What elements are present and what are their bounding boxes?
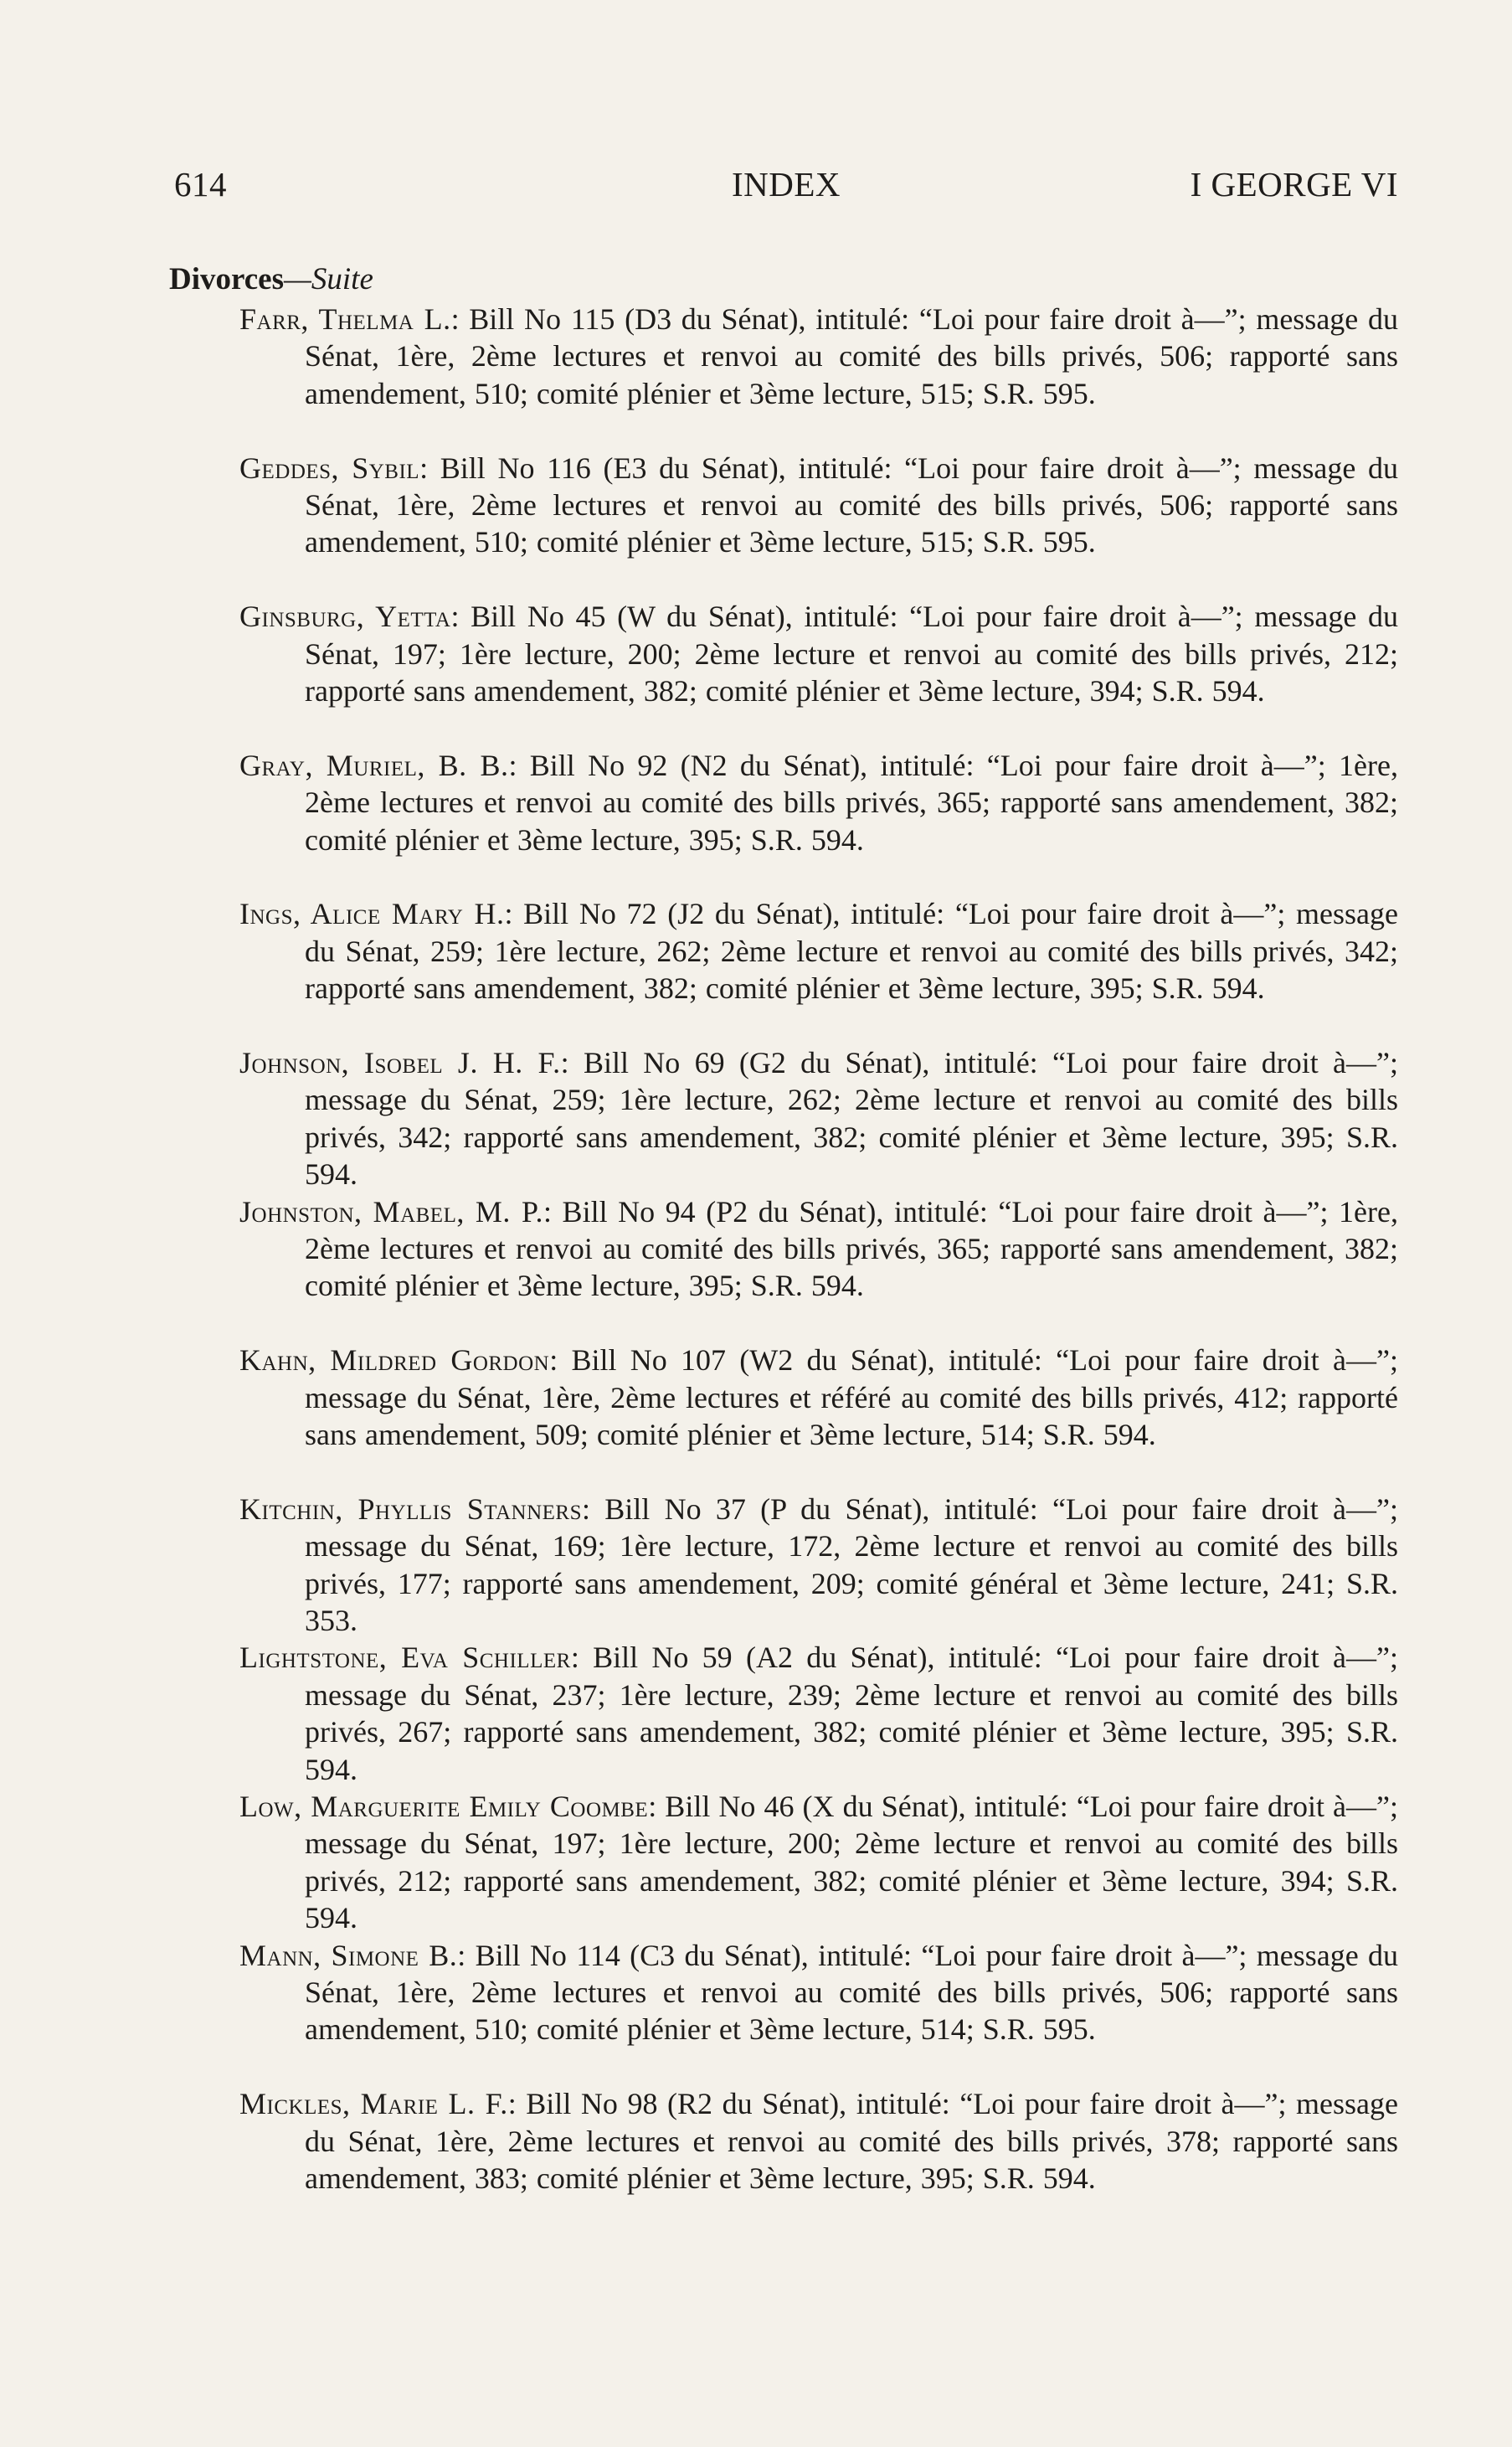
page-title: INDEX — [731, 165, 841, 203]
entry-text: : Bill No 94 (P2 du Sénat), intitulé: “Loi pour faire droit à—”; 1ère, 2ème lectures et renvoi au comité des bills privés, 365; rapporté sans amendement, 382; comité plénier et 3ème lecture, 395; S.R. 594. — [305, 1194, 1398, 1303]
entry-text: : Bill No 98 (R2 du Sénat), intitulé: “Loi pour faire droit à—”; message du Sénat, 1ère, 2ème lectures et renvoi au comité des bills privés, 378; rapporté sans amendement, 383; comité plénier et 3ème lecture, 395; S.R. 594. — [305, 2087, 1398, 2195]
entry-name: Low, Marguerite Emily Coombe — [239, 1789, 649, 1823]
entry-text: : Bill No 46 (X du Sénat), intitulé: “Loi pour faire droit à—”; message du Sénat, 197; 1ère lecture, 200; 2ème lecture et renvoi au comité des bills privés, 212; rapporté sans amendement, 382; comité plénier et 3ème lecture, 394; S.R. 594. — [305, 1789, 1398, 1935]
section-heading — [169, 261, 373, 298]
index-entry — [239, 1044, 1398, 1193]
index-entry — [239, 747, 1398, 896]
index-entry — [239, 2085, 1398, 2234]
index-entry — [239, 1788, 1398, 1937]
entry-name: Ings, Alice Mary H. — [239, 897, 505, 931]
entry-text: : Bill No 115 (D3 du Sénat), intitulé: “Loi pour faire droit à—”; message du Sénat, 1ère, 2ème lectures et renvoi au comité des bills privés, 506; rapporté sans amendement, 510; comité plénier et 3ème lecture, 515; S.R. 595. — [305, 302, 1398, 410]
index-entry — [239, 1937, 1398, 2086]
entry-name: Farr, Thelma L. — [239, 302, 451, 336]
entry-name: Johnston, Mabel, M. P. — [239, 1194, 543, 1229]
page-number: 614 — [174, 165, 227, 203]
section-heading-title: Divorces — [169, 262, 284, 296]
entry-name: Johnson, Isobel J. H. F. — [239, 1045, 561, 1079]
entry-text: : Bill No 107 (W2 du Sénat), intitulé: “Loi pour faire droit à—”; message du Sénat, 1ère, 2ème lectures et référé au comité des bills privés, 412; rapporté sans amendement, 509; comité plénier et 3ème lecture, 514; S.R. 594. — [305, 1343, 1398, 1451]
page-header — [174, 164, 1398, 211]
running-head-reign: I GEORGE VI — [1190, 165, 1398, 203]
entry-text: : Bill No 92 (N2 du Sénat), intitulé: “Loi pour faire droit à—”; 1ère, 2ème lectures et renvoi au comité des bills privés, 365; rapporté sans amendement, 382; comité plénier et 3ème lecture, 395; S.R. 594. — [305, 748, 1398, 857]
entry-name: Gray, Muriel, B. B. — [239, 748, 509, 782]
entry-text: : Bill No 45 (W du Sénat), intitulé: “Loi pour faire droit à—”; message du Sénat, 197; 1ère lecture, 200; 2ème lecture et renvoi au comité des bills privés, 212; rapporté sans amendement, 382; comité plénier et 3ème lecture, 394; S.R. 594. — [305, 600, 1398, 708]
index-entry — [239, 301, 1398, 450]
entry-name: Mann, Simone B. — [239, 1938, 458, 1972]
entry-text: : Bill No 114 (C3 du Sénat), intitulé: “Loi pour faire droit à—”; message du Sénat, 1ère, 2ème lectures et renvoi au comité des bills privés, 506; rapporté sans amendement, 510; comité plénier et 3ème lecture, 514; S.R. 595. — [305, 1938, 1398, 2047]
entry-name: Geddes, Sybil — [239, 451, 420, 485]
index-entry — [239, 1491, 1398, 1640]
entry-name: Kahn, Mildred Gordon — [239, 1343, 550, 1378]
index-entry — [239, 1342, 1398, 1491]
index-entry — [239, 1639, 1398, 1788]
entry-name: Mickles, Marie L. F. — [239, 2087, 508, 2121]
index-entry — [239, 1193, 1398, 1342]
section-heading-suite: —Suite — [284, 262, 373, 296]
index-entries — [239, 301, 1398, 2234]
index-entry — [239, 598, 1398, 747]
index-entry — [239, 450, 1398, 599]
entry-text: : Bill No 69 (G2 du Sénat), intitulé: “Loi pour faire droit à—”; message du Sénat, 259; 1ère lecture, 262; 2ème lecture et renvoi au comité des bills privés, 342; rapporté sans amendement, 382; comité plénier et 3ème lecture, 395; S.R. 594. — [305, 1045, 1398, 1192]
entry-text: : Bill No 72 (J2 du Sénat), intitulé: “Loi pour faire droit à—”; message du Sénat, 259; 1ère lecture, 262; 2ème lecture et renvoi au comité des bills privés, 342; rapporté sans amendement, 382; comité plénier et 3ème lecture, 395; S.R. 594. — [305, 897, 1398, 1006]
entry-text: : Bill No 116 (E3 du Sénat), intitulé: “Loi pour faire droit à—”; message du Sénat, 1ère, 2ème lectures et renvoi au comité des bills privés, 506; rapporté sans amendement, 510; comité plénier et 3ème lecture, 515; S.R. 595. — [305, 451, 1398, 559]
entry-name: Kitchin, Phyllis Stanners — [239, 1491, 582, 1526]
entry-text: : Bill No 59 (A2 du Sénat), intitulé: “Loi pour faire droit à—”; message du Sénat, 237; 1ère lecture, 239; 2ème lecture et renvoi au comité des bills privés, 267; rapporté sans amendement, 382; comité plénier et 3ème lecture, 395; S.R. 594. — [305, 1641, 1398, 1786]
entry-text: : Bill No 37 (P du Sénat), intitulé: “Loi pour faire droit à—”; message du Sénat, 169; 1ère lecture, 172, 2ème lecture et renvoi au comité des bills privés, 177; rapporté sans amendement, 209; comité général et 3ème lecture, 241; S.R. 353. — [305, 1491, 1398, 1637]
index-entry — [239, 895, 1398, 1044]
entry-name: Ginsburg, Yetta — [239, 600, 451, 634]
entry-name: Lightstone, Eva Schiller — [239, 1641, 571, 1675]
